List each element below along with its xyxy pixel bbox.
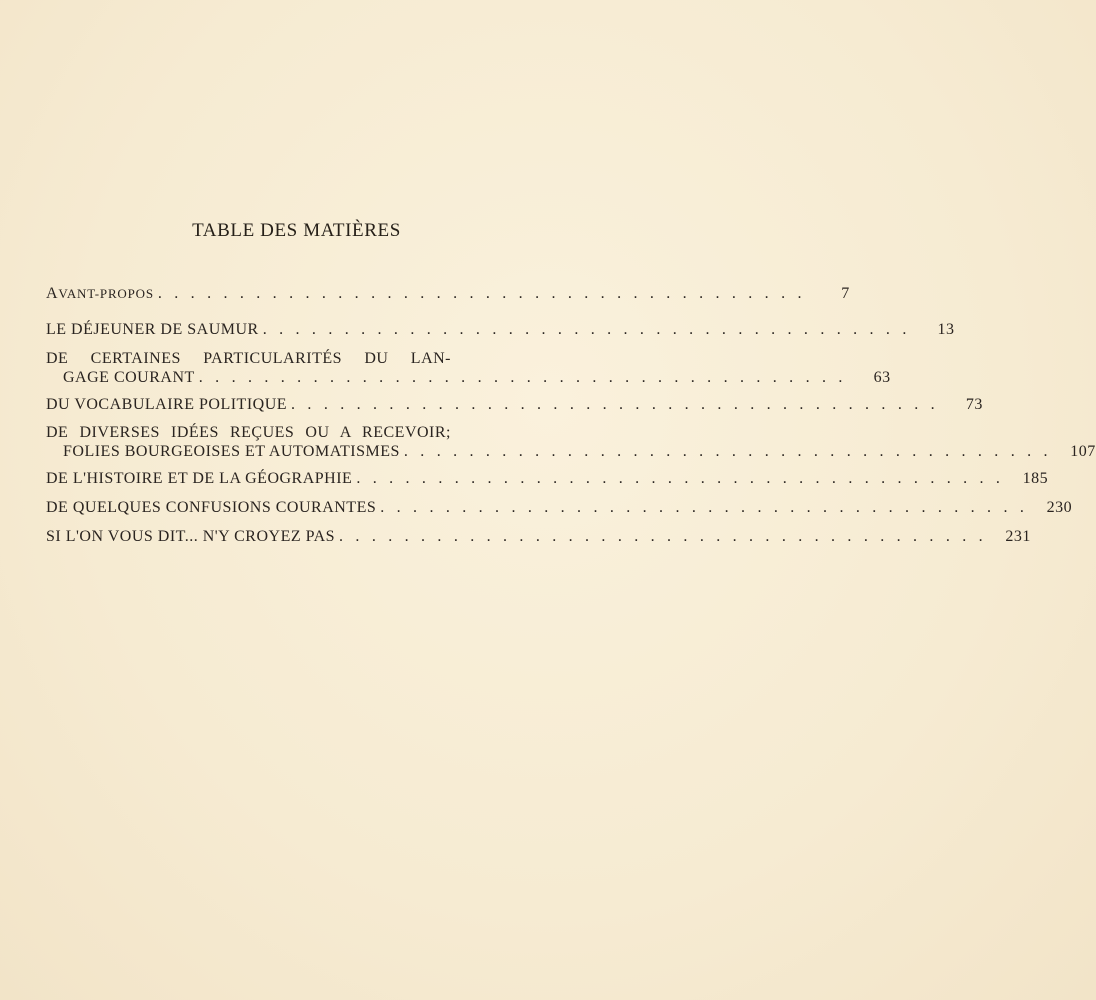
leader-dots: . . . . . . . . . . . . . . . . . . . . . . . . . . . . . . . . . . . . . . . . <box>339 528 987 545</box>
leader-dots: . . . . . . . . . . . . . . . . . . . . . . . . . . . . . . . . . . . . . . . . <box>262 321 911 338</box>
toc-entry-label: DU VOCABULAIRE POLITIQUE <box>46 396 288 413</box>
toc-entry-avant-propos <box>46 284 850 303</box>
toc-entry-label-line1: DE DIVERSES IDÉES REÇUES OU A RECEVOIR; <box>46 424 451 441</box>
toc-entry-vocabulaire <box>46 395 983 414</box>
toc-entry-label-line2: GAGE COURANT <box>63 369 195 386</box>
toc-entry-particularites <box>46 349 891 387</box>
toc-entry-label: DE QUELQUES CONFUSIONS COURANTES <box>46 499 377 516</box>
leader-dots: . . . . . . . . . . . . . . . . . . . . . . . . . . . . . . . . . . . . . . . . <box>380 499 1029 516</box>
toc-entry-label: DE L'HISTOIRE ET DE LA GÉOGRAPHIE <box>46 470 353 487</box>
toc-entry-label-line1: DE CERTAINES PARTICULARITÉS DU LAN- <box>46 350 451 367</box>
toc-entry-label: SI L'ON VOUS DIT... N'Y CROYEZ PAS <box>46 528 336 545</box>
toc-page-number: 63 <box>873 369 891 386</box>
toc-entry-label-line2: FOLIES BOURGEOISES ET AUTOMATISMES <box>63 443 400 460</box>
toc-entry-label: AVANT-PROPOS <box>46 285 154 302</box>
leader-dots: . . . . . . . . . . . . . . . . . . . . . . . . . . . . . . . . . . . . . . . . <box>403 443 1052 460</box>
table-of-contents <box>46 284 1096 546</box>
toc-page-number: 231 <box>1005 528 1031 545</box>
toc-page-number: 185 <box>1022 470 1049 487</box>
toc-page-number: 7 <box>841 285 850 302</box>
toc-page-number: 107 <box>1070 443 1096 460</box>
toc-page-number: 13 <box>937 321 955 338</box>
leader-dots: . . . . . . . . . . . . . . . . . . . . . . . . . . . . . . . . . . . . . . . . <box>157 285 806 302</box>
leader-dots: . . . . . . . . . . . . . . . . . . . . . . . . . . . . . . . . . . . . . . . . <box>356 470 1005 487</box>
leader-dots: . . . . . . . . . . . . . . . . . . . . . . . . . . . . . . . . . . . . . . . . <box>198 369 847 386</box>
toc-entry-histoire <box>46 469 1049 488</box>
toc-entry-dejeuner <box>46 320 955 339</box>
toc-page-number: 73 <box>965 396 983 413</box>
leader-dots: . . . . . . . . . . . . . . . . . . . . . . . . . . . . . . . . . . . . . . . . <box>291 396 939 413</box>
page-title: TABLE DES MATIÈRES <box>192 220 401 241</box>
toc-entry-confusions <box>46 498 1073 517</box>
toc-entry-idees-recues <box>46 423 1096 461</box>
toc-page-number: 230 <box>1046 499 1073 516</box>
toc-entry-si-lon-vous-dit <box>46 527 1031 546</box>
toc-entry-label: LE DÉJEUNER DE SAUMUR <box>46 321 259 338</box>
